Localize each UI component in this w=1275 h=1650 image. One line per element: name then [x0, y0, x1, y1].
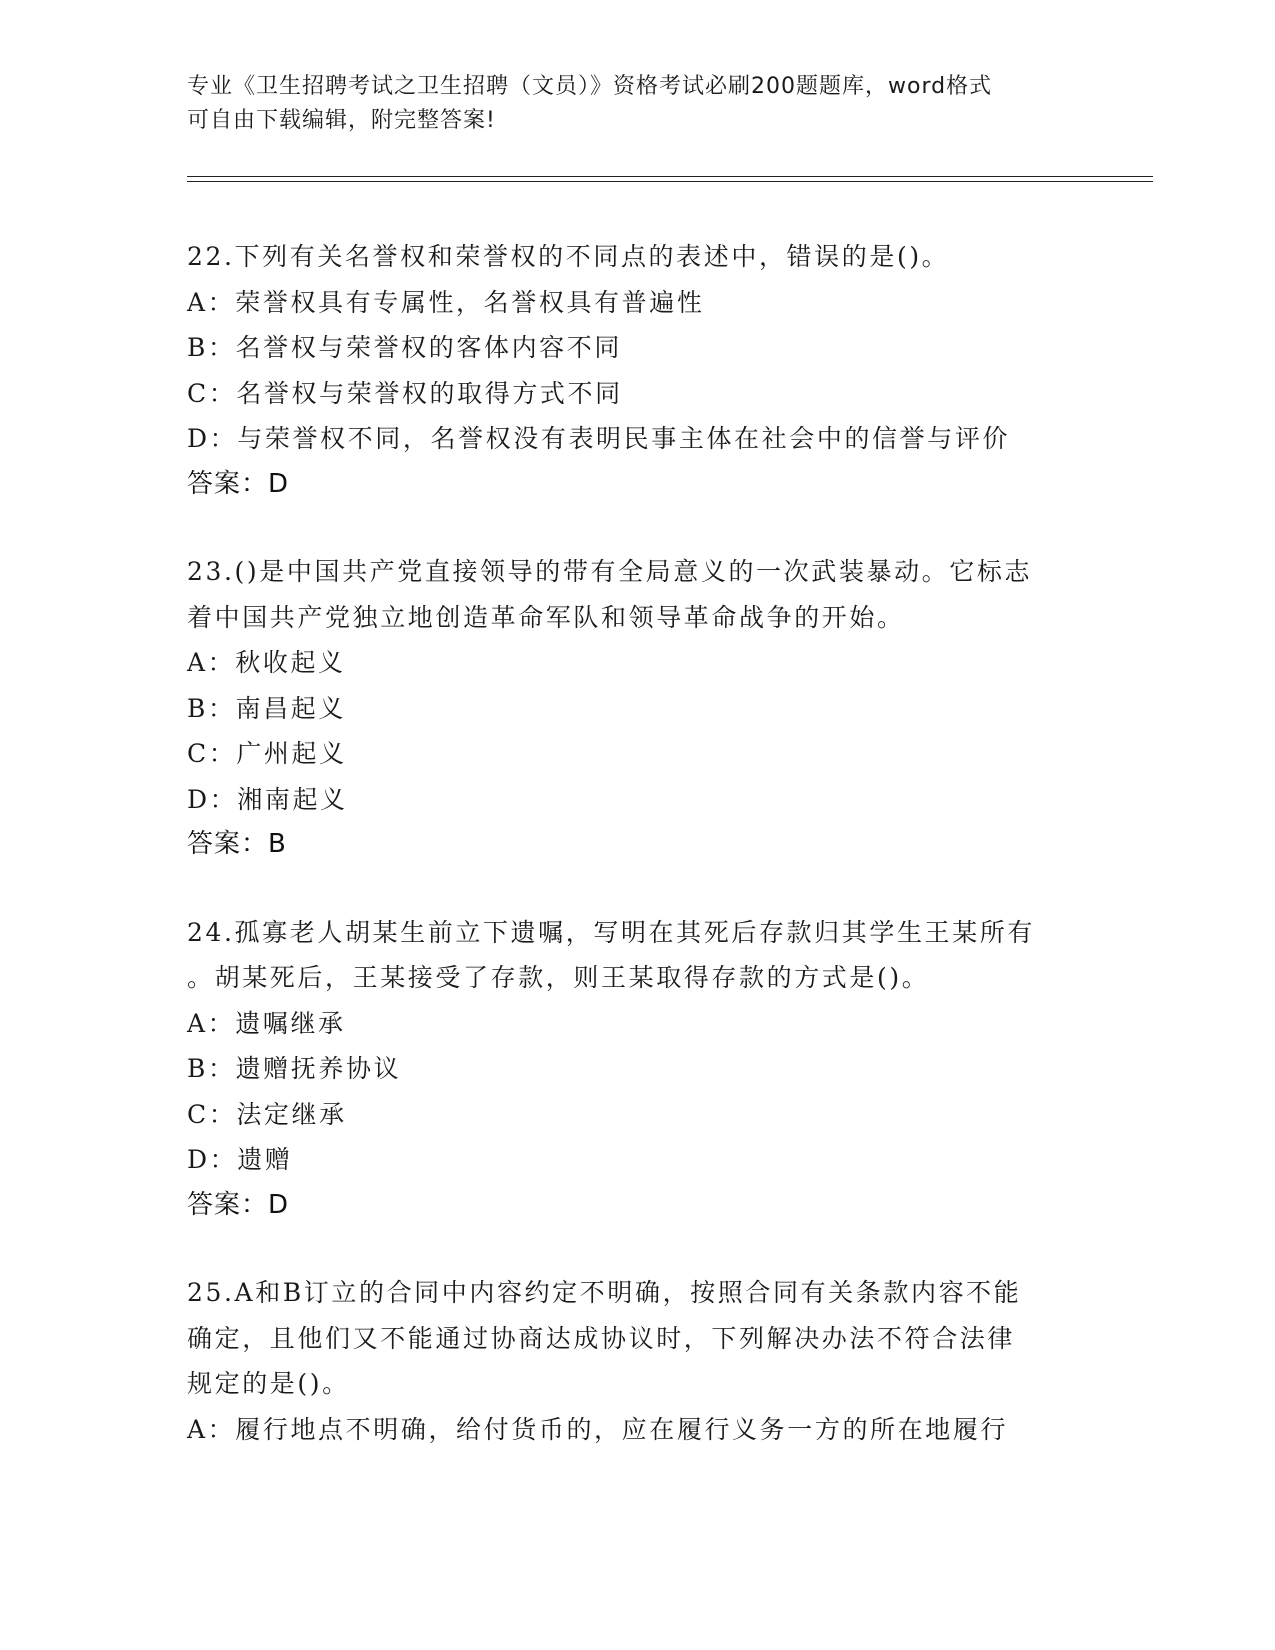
header-line-1: 专业《卫生招聘考试之卫生招聘（文员）》资格考试必刷200题题库，word格式	[187, 74, 993, 99]
option-d: D：遗赠	[187, 1145, 293, 1174]
question-stem-continued: 着中国共产党独立地创造革命军队和领导革命战争的开始。	[187, 602, 905, 632]
question-22	[187, 234, 1087, 507]
question-23	[187, 549, 1087, 868]
option-a: A：荣誉权具有专属性，名誉权具有普遍性	[187, 287, 705, 317]
question-stem-continued: 。胡某死后，王某接受了存款，则王某取得存款的方式是()。	[187, 963, 930, 992]
question-stem-continued: 确定，且他们又不能通过协商达成协议时，下列解决办法不符合法律	[187, 1323, 1016, 1353]
question-25	[187, 1270, 1087, 1452]
page-header	[187, 70, 1077, 138]
header-divider-bottom	[187, 181, 1153, 182]
question-24	[187, 910, 1087, 1229]
header-line-2: 可自由下载编辑，附完整答案!	[187, 108, 496, 133]
header-divider-top	[187, 176, 1153, 177]
option-b: B：名誉权与荣誉权的客体内容不同	[187, 333, 622, 362]
question-stem: 22.下列有关名誉权和荣誉权的不同点的表述中，错误的是()。	[187, 242, 950, 271]
option-d: D：湘南起义	[187, 784, 348, 814]
option-a: A：履行地点不明确，给付货币的，应在履行义务一方的所在地履行	[187, 1414, 1009, 1444]
question-list	[187, 234, 1087, 1494]
answer-line: 答案：D	[187, 468, 290, 499]
option-c: C：广州起义	[187, 739, 347, 768]
option-c: C：名誉权与荣誉权的取得方式不同	[187, 378, 623, 408]
option-b: B：南昌起义	[187, 693, 346, 723]
option-d: D：与荣誉权不同，名誉权没有表明民事主体在社会中的信誉与评价	[187, 424, 1011, 453]
question-stem-continued: 规定的是()。	[187, 1369, 350, 1398]
option-a: A：秋收起义	[187, 648, 346, 677]
option-c: C：法定继承	[187, 1099, 347, 1129]
question-stem: 25.A和B订立的合同中内容约定不明确，按照合同有关条款内容不能	[187, 1278, 1022, 1307]
answer-line: 答案：B	[187, 829, 287, 859]
question-stem: 24.孤寡老人胡某生前立下遗嘱，写明在其死后存款归其学生王某所有	[187, 917, 1035, 947]
answer-line: 答案：D	[187, 1189, 290, 1220]
option-b: B：遗赠抚养协议	[187, 1054, 402, 1083]
question-stem: 23.()是中国共产党直接领导的带有全局意义的一次武装暴动。它标志	[187, 557, 1033, 586]
option-a: A：遗嘱继承	[187, 1008, 346, 1038]
